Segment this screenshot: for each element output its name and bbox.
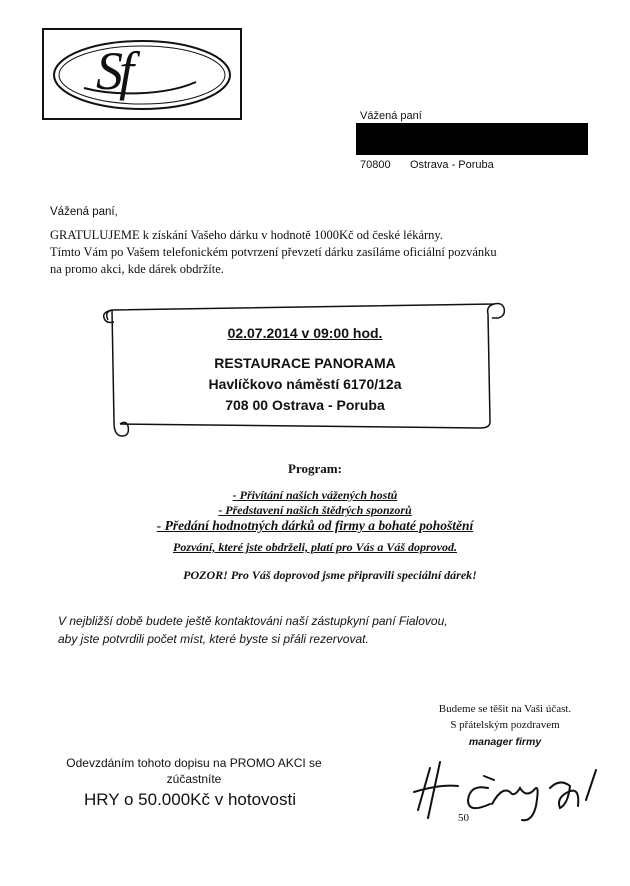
contact-line-2: aby jste potvrdili počet míst, které byste si přáli rezervovat. xyxy=(58,632,369,646)
recipient-salutation: Vážená paní xyxy=(360,110,422,122)
handwritten-signature xyxy=(410,748,610,828)
program-note: Pozvání, které jste obdrželi, platí pro Vás a Váš doprovod. xyxy=(172,540,457,554)
program-heading: Program: xyxy=(288,461,342,476)
closing-signer: manager firmy xyxy=(468,736,542,748)
recipient-zip: 70800 xyxy=(360,159,391,171)
event-street: Havlíčkovo náměstí 6170/12a xyxy=(208,376,402,392)
promo-line-1: Odevzdáním tohoto dopisu na PROMO AKCI se xyxy=(66,756,322,770)
program-item-welcome: - Přivítání našich vážených hostů xyxy=(232,488,398,502)
program-item-gifts: - Předání hodnotných dárků od firmy a bohaté pohoštění xyxy=(156,518,474,533)
promo-prize: HRY o 50.000Kč v hotovosti xyxy=(84,790,297,809)
contact-line-1: V nejbližší době budete ještě kontaktováni naší zástupkyní paní Fialovou, xyxy=(58,614,448,628)
closing-line-2: S přátelským pozdravem xyxy=(450,719,560,731)
closing-line-1: Budeme se těšit na Vaši účast. xyxy=(438,703,572,715)
logo-text: Sf xyxy=(96,41,131,101)
recipient-city: Ostrava - Poruba xyxy=(410,159,494,171)
letter-line-3: na promo akci, kde dárek obdržíte. xyxy=(50,262,224,276)
company-logo xyxy=(42,28,242,120)
promo-line-2: zúčastníte xyxy=(166,772,222,786)
recipient-city-line xyxy=(360,159,494,171)
event-datetime: 02.07.2014 v 09:00 hod. xyxy=(227,325,383,341)
letter-line-2: Tímto Vám po Vašem telefonickém potvrzení převzetí dárku zasíláme oficiální pozvánku xyxy=(50,245,497,259)
page-number: 50 xyxy=(458,812,469,824)
letter-salutation: Vážená paní, xyxy=(50,206,118,218)
program-item-sponsors: - Představení našich štědrých sponzorů xyxy=(218,503,412,517)
event-venue: RESTAURACE PANORAMA xyxy=(214,355,396,371)
program-warning: POZOR! Pro Váš doprovod jsme připravili speciální dárek! xyxy=(183,568,477,582)
event-city: 708 00 Ostrava - Poruba xyxy=(225,397,385,413)
redacted-name-bar xyxy=(356,123,588,155)
letter-line-1: GRATULUJEME k získání Vašeho dárku v hodnotě 1000Kč od české lékárny. xyxy=(50,228,443,242)
